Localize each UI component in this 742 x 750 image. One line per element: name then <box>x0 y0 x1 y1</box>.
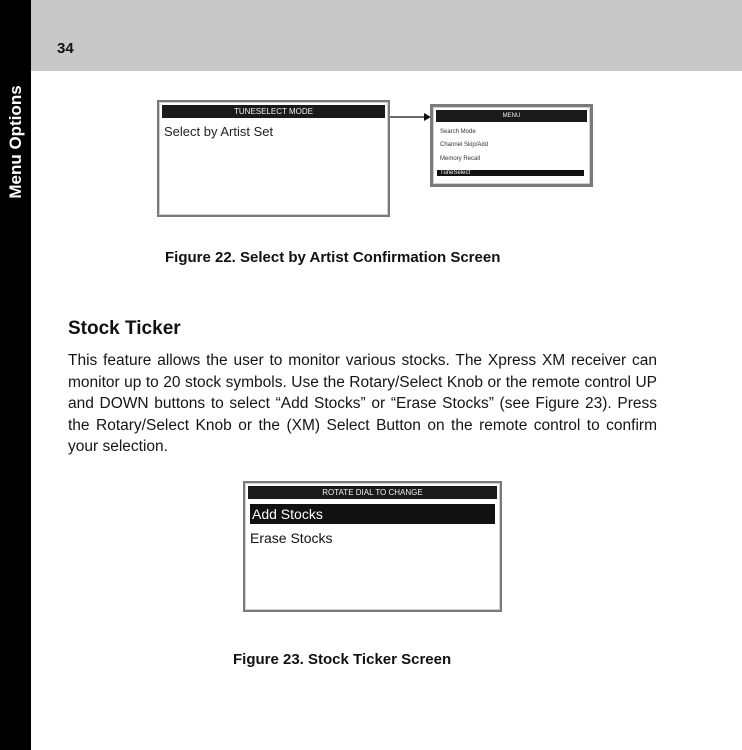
page-number: 34 <box>57 40 74 57</box>
figure-caption: Figure 22. Select by Artist Confirmation Screen <box>165 249 501 266</box>
body-paragraph: This feature allows the user to monitor various stocks. The Xpress XM receiver can monitor up to 20 stock symbols. Use the Rotary/Select Knob or the remote control UP and DOWN buttons to select “Add Stocks” or “Erase Stocks” (see Figure 23). Press the Rotary/Select Knob or the (XM) Select Button on the remote control to confirm your selection. <box>68 352 657 455</box>
screen-title-bar: ROTATE DIAL TO CHANGE <box>248 486 497 499</box>
stock-option-selected: Add Stocks <box>250 504 495 524</box>
section-heading: Stock Ticker <box>68 318 181 339</box>
header-bar <box>31 0 742 71</box>
tuneselect-mode-screen <box>157 100 390 217</box>
screen-title-bar: TUNESELECT MODE <box>162 105 385 118</box>
side-tab-label: Menu Options <box>6 85 25 199</box>
screen-title-bar: MENU <box>436 110 587 122</box>
figure-caption: Figure 23. Stock Ticker Screen <box>233 651 452 668</box>
menu-item: Channel Skip/Add <box>440 142 489 148</box>
side-tab <box>0 0 31 750</box>
stock-ticker-screen <box>243 481 502 612</box>
screen-text: Select by Artist Set <box>164 124 274 139</box>
arrow-right-icon <box>390 112 432 124</box>
menu-item: Memory Recall <box>440 156 481 162</box>
menu-item: Search Mode <box>440 129 476 135</box>
menu-item-selected: TuneSelect <box>437 170 584 176</box>
stock-option: Erase Stocks <box>250 530 333 546</box>
menu-screen <box>430 104 593 187</box>
